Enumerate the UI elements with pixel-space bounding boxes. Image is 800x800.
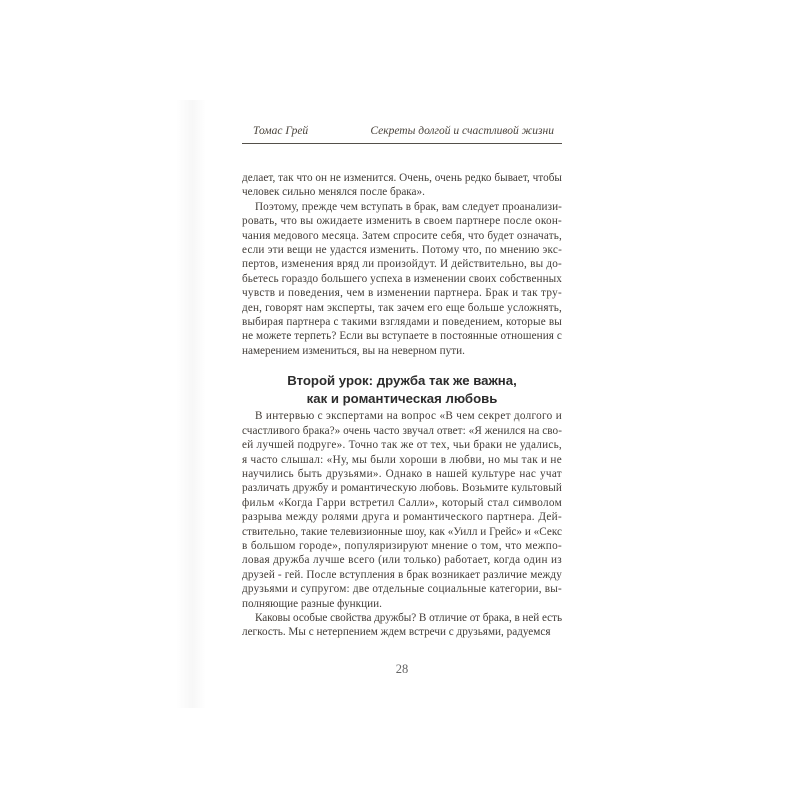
text-line: чувств и поведения, чем в изменении партнера. Брак и так тру- (242, 287, 562, 300)
text-line: ей лучшей подруге». Точно так же от тех, чьи браки не удались, (242, 439, 562, 452)
text-line: различать дружбу и романтическую любовь. Возьмите культовый (242, 482, 562, 495)
text-line: ствительно, такие телевизионные шоу, как «Уилл и Грейс» и «Секс (242, 525, 562, 538)
text-line: легкость. Мы с нетерпением ждем встречи с друзьями, радуемся (242, 626, 551, 639)
paragraph (242, 409, 562, 611)
page-number: 28 (395, 661, 409, 676)
text-line: бьетесь гораздо большего успеха в изменении своих собственных (242, 272, 562, 285)
body-text (242, 171, 562, 640)
page-edge-shadow (176, 100, 206, 708)
text-line: полняющие разные функции. (242, 597, 382, 610)
paragraph (242, 200, 562, 358)
text-line: друзьями и супругом: две отдельные социальные категории, вы- (242, 583, 562, 596)
text-line: ден, говорят нам эксперты, так зачем его еще больше усложнять, (242, 301, 562, 314)
text-line: чания медового месяца. Затем спросите себя, что будет означать, (242, 229, 562, 242)
text-line: счастливого брака?» очень часто звучал ответ: «Я женился на сво- (242, 424, 562, 437)
text-line: Поэтому, прежде чем вступать в брак, вам следует проанализи- (255, 200, 562, 213)
text-line: делает, так что он не изменится. Очень, очень редко бывает, чтобы (242, 172, 562, 184)
text-line: ловая дружба лучше всего (или только) работает, когда один из (242, 554, 562, 567)
paragraph (242, 611, 562, 640)
text-line: фильм «Когда Гарри встретил Салли», который стал символом (242, 496, 562, 509)
text-line: В интервью с экспертами на вопрос «В чем секрет долгого и (255, 410, 562, 423)
running-header-title: Секреты долгой и счастливой жизни (370, 125, 554, 137)
heading-line: как и романтическая любовь (306, 391, 498, 407)
text-line: если эти вещи не удастся изменить. Потому что, по мнению экс- (242, 244, 562, 257)
text-line: выбирая партнера с такими взглядами и поведением, которые вы (242, 316, 562, 329)
text-line: в большом городе», популяризируют мнение о том, что межпо- (242, 539, 562, 552)
running-header-author: Томас Грей (253, 125, 309, 137)
text-line: друзей - гей. После вступления в брак возникает различие между (242, 568, 562, 581)
section-heading (242, 372, 562, 408)
heading-line: Второй урок: дружба так же важна, (287, 373, 517, 389)
text-line: научились быть друзьями». Однако в нашей культуре нас учат (242, 467, 562, 480)
text-line: Каковы особые свойства дружбы? В отличие от брака, в ней есть (255, 611, 562, 624)
header-rule (242, 143, 562, 144)
text-line: ровать, что вы ожидаете изменить в своем партнере после окон- (242, 215, 562, 228)
text-line: не можете терпеть? Если вы вступаете в постоянные отношения с (242, 330, 562, 343)
running-header (242, 124, 562, 138)
text-line: человек сильно менялся после брака». (242, 186, 425, 199)
text-line: я часто слышал: «Ну, мы были хороши в любви, но мы так и не (242, 453, 562, 466)
page-column (242, 124, 562, 677)
text-line: разрыва между ролями друга и романтического партнера. Дей- (242, 511, 562, 524)
text-line: намерением измениться, вы на неверном пути. (242, 344, 465, 357)
paragraph (242, 171, 562, 200)
text-line: пертов, изменения вряд ли произойдут. И действительно, вы до- (242, 258, 562, 271)
